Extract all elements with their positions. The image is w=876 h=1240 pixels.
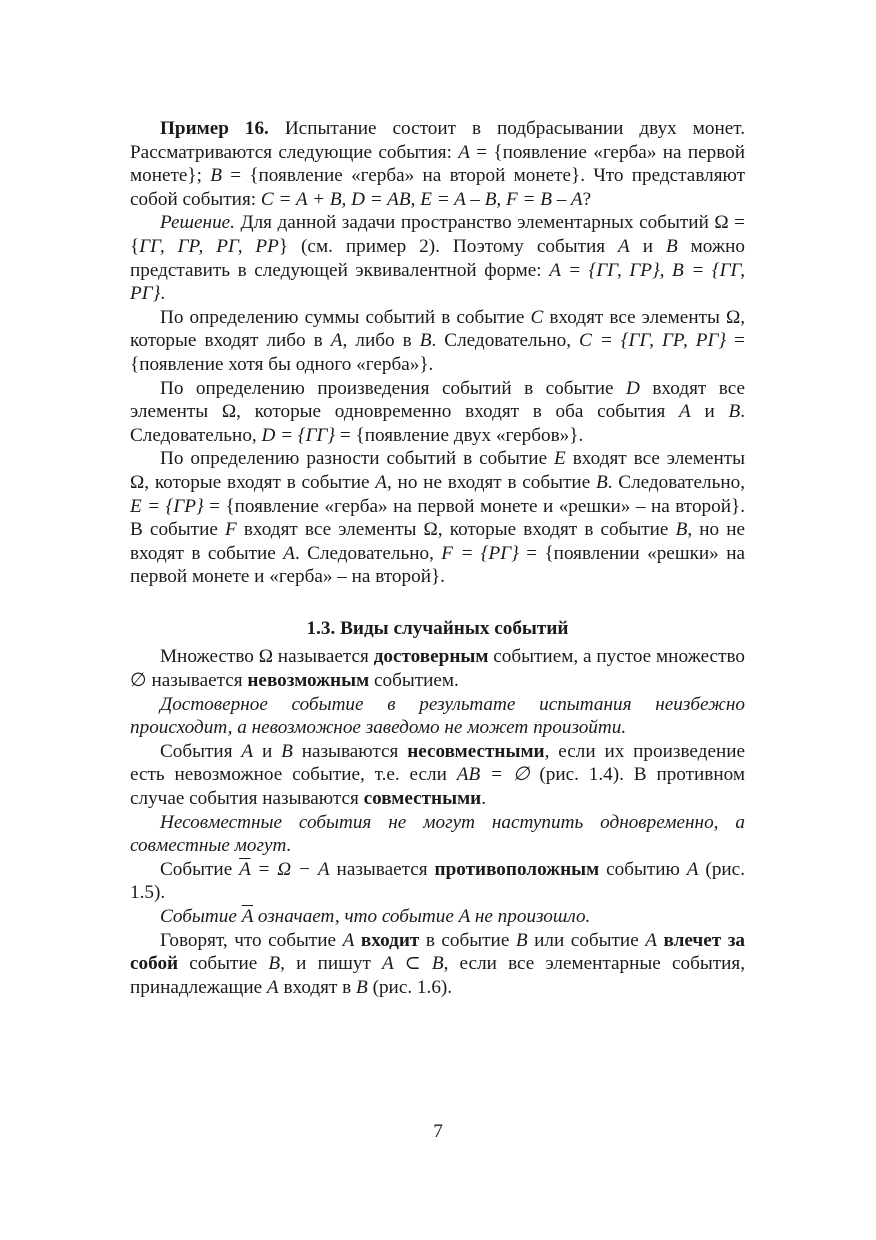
example-title: Пример 16. — [160, 118, 269, 139]
incompatible-italic-paragraph: Несовместные события не могут наступить одновременно, а совместные могут. — [130, 811, 745, 857]
certain-italic-paragraph: Достоверное событие в результате испытания неизбежно происходит, а невозможное заведомо не может произойти. — [130, 693, 745, 739]
difference-paragraph: По определению разности событий в событие E входят все элементы Ω, которые входят в событие A, но не входят в событие B. Следовательно, E = {ГР} = {появление «герба» на первой монете и «решки» – на второй}. В событие F входят все элементы Ω, которые входят в событие B, но не входят в событие A. Следовательно, F = {РГ} = {появлении «решки» на первой монете и «герба» – на второй}. — [130, 448, 746, 588]
example-16-paragraph: Пример 16. Испытание состоит в подбрасывании двух монет. Рассматриваются следующие события: A = {появление «герба» на первой монете}; B = {появление «герба» на второй монете}. Что представляют собой события: C = A + B, D = AB, E = A – B, F = B – A? — [130, 118, 746, 210]
document-page — [130, 117, 745, 999]
section-heading: 1.3. Виды случайных событий — [306, 617, 569, 639]
subset-formula: A ⊂ B — [382, 953, 444, 975]
implies-paragraph: Говорят, что событие A входит в событие B или событие A влечет за собой событие B, и пишут A ⊂ B, если все элементарные события, принадлежащие A входят в B (рис. 1.6). — [130, 929, 746, 998]
solution-paragraph: Решение. Для данной задачи пространство элементарных событий Ω = {ГГ, ГР, РГ, РР} (см. пример 2). Поэтому события A и B можно представить в следующей эквивалентной форме: A = {ГГ, ГР}, B = {ГГ, РГ}. — [130, 212, 745, 305]
empty-product-formula: AB = ∅ — [456, 764, 530, 786]
certain-paragraph: Множество Ω называется достоверным событием, а пустое множество ∅ называется невозможным событием. — [130, 646, 745, 692]
solution-label: Решение. — [160, 212, 235, 234]
a-bar-symbol: $\overline{A}$ — [241, 906, 254, 927]
sum-paragraph: По определению суммы событий в событие C входят все элементы Ω, которые входят либо в A, либо в B. Следовательно, C = {ГГ, ГР, РГ} = {появление хотя бы одного «герба»}. — [130, 306, 746, 375]
product-paragraph: По определению произведения событий в событие D входят все элементы Ω, которые одновременно входят в оба события A и B. Следовательно, D = {ГГ} = {появление двух «гербов»}. — [130, 377, 745, 446]
a-bar-symbol: $\overline{A}$ — [239, 858, 251, 880]
incompatible-paragraph: События A и B называются несовместными, если их произведение есть невозможное событие, т.е. если AB = ∅ (рис. 1.4). В противном случае события называются совместными. — [130, 740, 746, 810]
example-formulas: C = A + B, D = AB, E = A – B, F = B – A — [260, 188, 583, 210]
page-number: 7 — [433, 1121, 443, 1142]
opposite-paragraph: Событие $\overline{A} = \Omega - A$ называется противоположным событию A (рис. 1.5). — [130, 858, 745, 904]
opposite-italic-paragraph: Событие $\overline{A}$ означает, что событие A не произошло. — [160, 906, 591, 927]
